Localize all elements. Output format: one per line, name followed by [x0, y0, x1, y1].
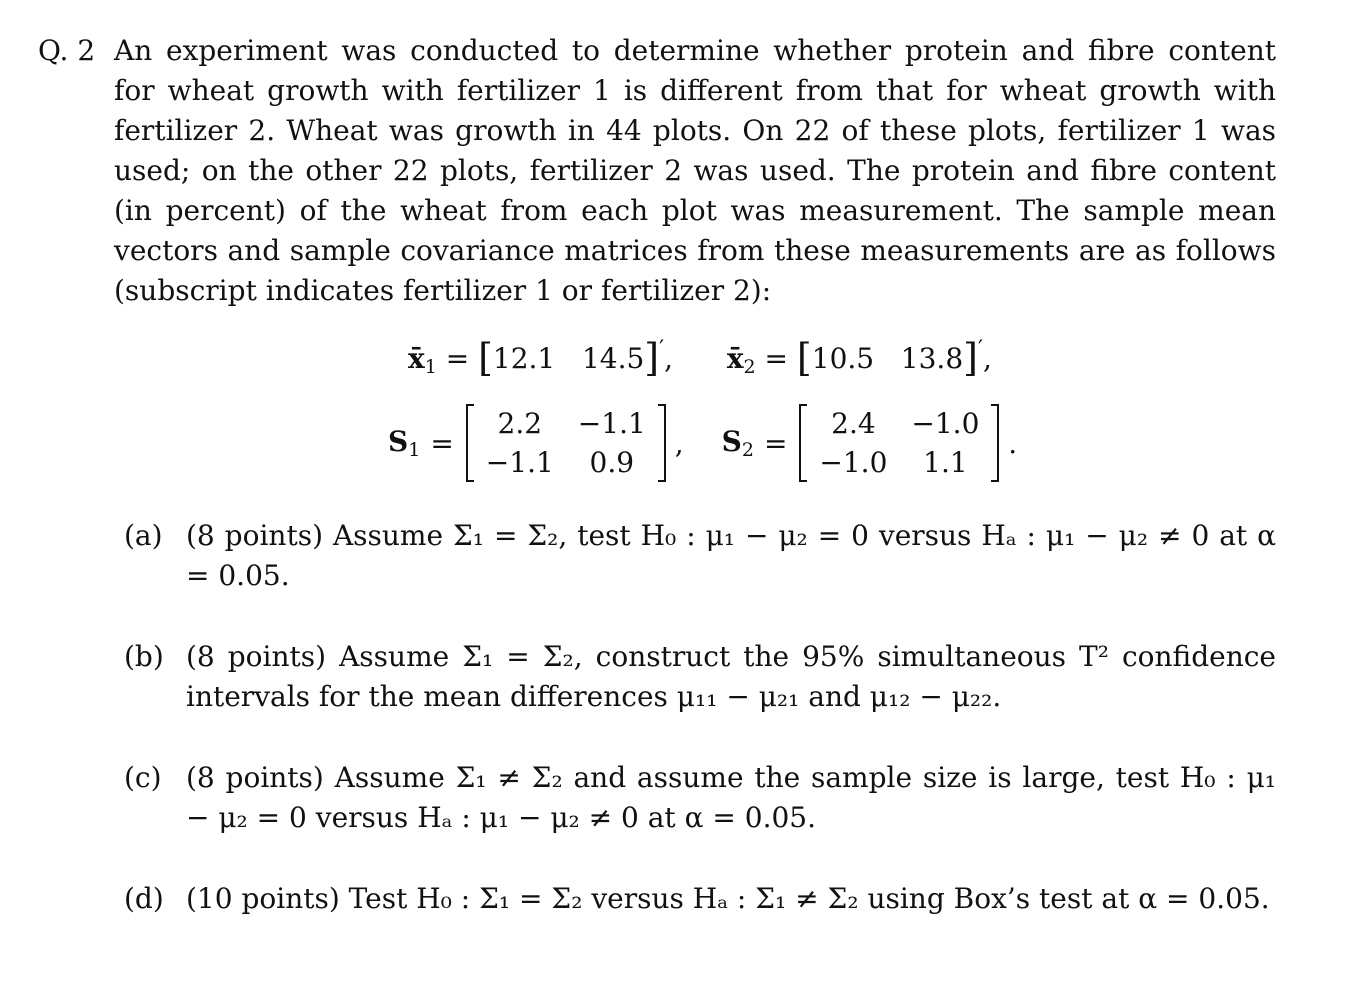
part-d [124, 879, 1276, 919]
s1-cell: −1.1 [485, 446, 554, 479]
x2-label: x̄ [726, 342, 744, 375]
s1-cell: 2.2 [497, 407, 543, 440]
s1-matrix [466, 404, 666, 482]
s2-label: $S_2$ [721, 425, 754, 461]
part-text: (8 points) Assume Σ₁ = Σ₂, construct the 95% simultaneous T² confidence intervals for the mean differences μ₁₁ − μ₂₁ and μ₁₂ − μ₂₂. [186, 640, 1276, 713]
question-number: Q. 2 [38, 34, 96, 67]
part-text: (8 points) Assume Σ₁ ≠ Σ₂ and assume the sample size is large, test H₀ : μ₁ − μ₂ = 0 versus Hₐ : μ₁ − μ₂ ≠ 0 at α = 0.05. [186, 761, 1276, 834]
s2-matrix [799, 404, 999, 482]
s2-cell: 2.4 [831, 407, 876, 440]
x1-values: 12.1 14.5 [492, 342, 645, 375]
part-label: (b) [124, 640, 164, 673]
part-text: (10 points) Test H₀ : Σ₁ = Σ₂ versus Hₐ : Σ₁ ≠ Σ₂ using Box’s test at α = 0.05. [186, 882, 1270, 915]
x2-values: 10.5 13.8 [811, 342, 964, 375]
part-a [124, 516, 1276, 596]
x2-subscript: 2 [743, 356, 756, 378]
s2-cell: −1.0 [819, 446, 888, 479]
mean-vectors-equation: $x̄_1 = [12.1$ 14.5]′, $x̄_2 = [10.5$ 13.8]′, [408, 336, 992, 380]
s1-label: $S_1$ [388, 425, 421, 461]
part-label: (c) [124, 761, 162, 794]
part-text: (8 points) Assume Σ₁ = Σ₂, test H₀ : μ₁ − μ₂ = 0 versus Hₐ : μ₁ − μ₂ ≠ 0 at α = 0.05. [186, 519, 1276, 592]
x1-subscript: 1 [424, 356, 437, 378]
part-b [124, 637, 1276, 717]
part-c [124, 758, 1276, 838]
part-label: (d) [124, 882, 164, 915]
question-text: An experiment was conducted to determine whether protein and fibre content for wheat growth with fertilizer 1 is different from that for wheat growth with fertilizer 2. Wheat was growth in 44 plots. On 22 of these plots, fertilizer 1 was used; on the other 22 plots, fertilizer 2 was used. The protein and fibre content (in percent) of the wheat from each plot was measurement. The sample mean vectors and sample covariance matrices from these measurements are as follows (subscript indicates fertilizer 1 or fertilizer 2): [114, 34, 1276, 307]
s2-cell: 1.1 [923, 446, 968, 479]
s1-cell: 0.9 [589, 446, 635, 479]
covariance-matrices-equation: $S_1$ = 2.2 −1.1 −1.1 0.9 , $S_2$ = 2.4 −1.0 −1.0 1.1 . [388, 404, 1017, 482]
s2-cell: −1.0 [911, 407, 980, 440]
x1-label: x̄ [408, 342, 425, 375]
part-label: (a) [124, 519, 163, 552]
s1-cell: −1.1 [577, 407, 646, 440]
